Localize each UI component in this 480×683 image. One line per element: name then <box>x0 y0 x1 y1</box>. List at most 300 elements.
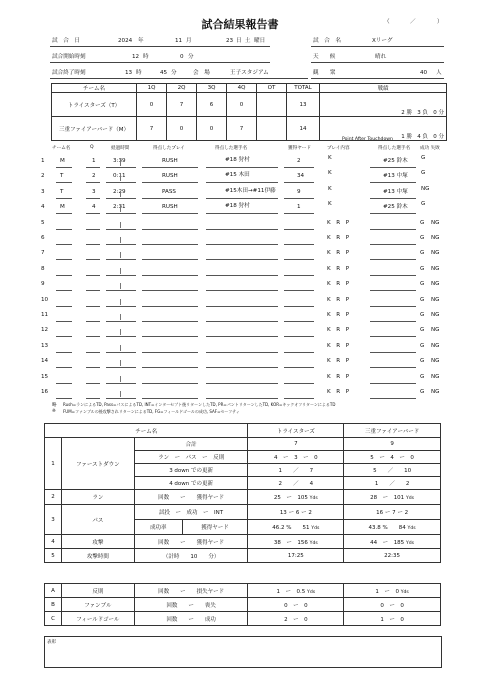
pat-result: G <box>421 201 426 208</box>
underline-player <box>206 290 278 291</box>
underline-time <box>106 229 136 230</box>
underline-time <box>106 167 136 168</box>
date-paren-open: （ <box>384 19 390 25</box>
underline-team <box>56 229 72 230</box>
underline-player <box>206 336 278 337</box>
fd-total-m: 9 <box>344 438 441 451</box>
stats-team1: トライスターズ <box>248 424 344 438</box>
pat-options: K R P <box>327 389 350 395</box>
q4: 7 <box>227 117 257 141</box>
row-number: 3 <box>41 188 45 195</box>
pat-player: #13 中塚 <box>383 188 408 195</box>
start-min: 0 <box>180 54 184 60</box>
row-number: 5 <box>41 219 45 226</box>
row-number: 13 <box>41 342 49 349</box>
underline-play <box>142 336 198 337</box>
pat-play: K <box>328 170 332 177</box>
score-yards: 9 <box>297 188 301 195</box>
pat-result: NG <box>421 185 430 192</box>
underline-pat-player <box>370 336 416 337</box>
underline-time <box>106 198 136 199</box>
team-name: 三重ファイアーバード（M） <box>52 117 137 141</box>
underline-team <box>56 213 72 214</box>
fourth-t: 2 ／ 4 <box>248 477 344 490</box>
underline-q <box>86 367 100 368</box>
score-quarter: 1 <box>92 158 96 164</box>
year-unit: 年 <box>138 38 144 44</box>
hdr-total: TOTAL <box>287 84 320 93</box>
underline-time <box>106 321 136 322</box>
score-time: 3:39 <box>113 158 126 164</box>
underline-time <box>106 306 136 307</box>
underline-player <box>206 198 278 199</box>
pat-success: G <box>420 327 425 334</box>
underline-player <box>206 321 278 322</box>
time-tick <box>120 391 121 397</box>
q2: 7 <box>167 93 197 117</box>
misc-code-b: B <box>45 598 62 612</box>
penalty-label: 反則 <box>61 584 134 598</box>
underline-team <box>56 290 72 291</box>
row-number: 4 <box>41 204 45 211</box>
run-t: 25 ー 105 Yds <box>248 490 344 505</box>
misc-code-a: A <box>45 584 62 598</box>
start-hour: 12 <box>132 54 140 60</box>
pat-options: K R P <box>327 250 350 257</box>
score-time: 0:11 <box>113 173 126 180</box>
pct-label: 成功率 <box>134 520 182 535</box>
underline-team <box>56 182 72 183</box>
pat-options: K R P <box>327 327 350 334</box>
underline-player <box>206 213 278 214</box>
underline-time <box>106 275 136 276</box>
pat-options: K R P <box>327 312 350 318</box>
underline-play <box>142 321 198 322</box>
pat-success: G <box>420 265 425 272</box>
note-line-2: FUM=ファンブルの後攻撃されリターンによるTD, FG=フィールドゴールの成功, SAF=セーフティ <box>63 409 240 414</box>
score-yards: 1 <box>297 204 301 211</box>
end-hour: 13 <box>125 70 133 76</box>
offense-sub-label: 回数 ー 獲得ヤード <box>134 535 248 549</box>
time-tick <box>120 175 121 181</box>
pat-success: G <box>420 312 425 318</box>
underline-q <box>86 275 100 276</box>
underline-time <box>106 213 136 214</box>
top-m: 22:35 <box>344 549 441 563</box>
underline-yds <box>284 321 314 322</box>
row-number: 10 <box>41 296 49 303</box>
underline-team <box>56 275 72 276</box>
pat-options: K R P <box>327 296 350 303</box>
fumble-t: 0 ー 0 <box>248 598 344 612</box>
score-quarter: 2 <box>92 173 96 180</box>
fumble-sub-label: 回数 ー 喪失 <box>134 598 248 612</box>
q1: 7 <box>137 117 167 141</box>
match-underline <box>311 46 444 47</box>
underline-yds <box>284 306 314 307</box>
pat-success: G <box>420 235 425 241</box>
underline-pat-player <box>370 306 416 307</box>
score-player: #18 狩村 <box>225 157 250 163</box>
underline-play <box>142 398 198 399</box>
underline-player <box>206 229 278 230</box>
fd-total-label: 合計 <box>134 438 248 451</box>
score-time: 2:29 <box>113 188 126 195</box>
underline-time <box>106 182 136 183</box>
row-number: 8 <box>41 265 45 272</box>
top-t: 17:25 <box>248 549 344 563</box>
pat-options: K R P <box>327 342 350 349</box>
underline-pat-player <box>370 367 416 368</box>
pat-success: G <box>420 296 425 303</box>
stats-table <box>44 423 441 563</box>
underline-pat-player <box>370 229 416 230</box>
pat-options: K R P <box>327 281 350 288</box>
underline-time <box>106 367 136 368</box>
underline-play <box>142 229 198 230</box>
underline-q <box>86 259 100 260</box>
underline-play <box>142 259 198 260</box>
time-tick <box>120 191 121 197</box>
underline-player <box>206 398 278 399</box>
row-number: 6 <box>41 235 45 241</box>
underline-time <box>106 244 136 245</box>
underline-team <box>56 321 72 322</box>
match-name: Xリーグ <box>372 38 393 44</box>
underline-yds <box>284 383 314 384</box>
pass-sub-label: 試投 ー 成功 ー INT <box>134 505 248 520</box>
underline-q <box>86 167 100 168</box>
end-underline <box>50 78 308 79</box>
score-yards: 2 <box>297 158 301 164</box>
time-tick <box>120 222 121 228</box>
weekday-unit: 曜日 <box>254 38 266 44</box>
penalty-t: 1 ー 0.5 Yds <box>248 584 344 598</box>
underline-yds <box>284 398 314 399</box>
underline-pat-player <box>370 182 416 183</box>
underline-time <box>106 383 136 384</box>
underline-player <box>206 275 278 276</box>
stats-team-header: チーム名 <box>45 424 248 438</box>
pat-fail: NG <box>431 281 440 288</box>
note-label: 略 <box>52 403 57 408</box>
underline-team <box>56 259 72 260</box>
underline-pat-player <box>370 321 416 322</box>
score-team: T <box>60 173 64 180</box>
offense-label: 攻撃 <box>61 535 134 549</box>
time-tick <box>120 206 121 212</box>
underline-team <box>56 352 72 353</box>
pat-options: K R P <box>327 373 350 380</box>
underline-team <box>56 336 72 337</box>
underline-player <box>206 259 278 260</box>
underline-play <box>142 198 198 199</box>
underline-play <box>142 182 198 183</box>
underline-play <box>142 383 198 384</box>
off-t: 38 ー 156 Yds <box>248 535 344 549</box>
underline-team <box>56 167 72 168</box>
underline-pat-player <box>370 383 416 384</box>
note-mark: ※ <box>52 409 56 414</box>
misc-table <box>44 583 441 626</box>
score-row-t <box>52 93 447 117</box>
spectators-underline <box>311 78 444 79</box>
pat-fail: NG <box>431 296 440 303</box>
score-team: M <box>60 204 65 211</box>
remarks-box <box>44 636 442 668</box>
fg-sub-label: 回数 ー 成功 <box>134 612 248 626</box>
score-player: #15 木田 <box>225 172 250 179</box>
underline-play <box>142 367 198 368</box>
score-yards: 34 <box>297 173 305 180</box>
underline-q <box>86 244 100 245</box>
score-team: T <box>60 188 64 195</box>
underline-play <box>142 306 198 307</box>
underline-yds <box>284 213 314 214</box>
underline-time <box>106 336 136 337</box>
underline-pat-player <box>370 198 416 199</box>
pat-fail: NG <box>431 327 440 334</box>
row-number: 14 <box>41 358 49 365</box>
underline-q <box>86 182 100 183</box>
weather-underline <box>311 62 444 63</box>
pat-title: Point After Touchdown <box>342 137 393 142</box>
score-quarter: 4 <box>92 204 96 211</box>
spectators-label: 観 衆 <box>313 70 336 76</box>
time-tick <box>120 314 121 320</box>
underline-q <box>86 306 100 307</box>
hdr-scoring-q: Q <box>90 145 94 150</box>
row-number: 9 <box>41 281 45 288</box>
underline-yds <box>284 198 314 199</box>
pat-player: #25 鈴木 <box>383 204 408 211</box>
weather: 晴れ <box>375 54 387 60</box>
hdr-3q: 3Q <box>197 84 227 93</box>
underline-player <box>206 383 278 384</box>
fumble-label: ファンブル <box>61 598 134 612</box>
q1: 0 <box>137 93 167 117</box>
underline-yds <box>284 367 314 368</box>
ot <box>257 117 287 141</box>
row-number: 2 <box>41 173 45 180</box>
pat-fail: NG <box>431 250 440 257</box>
underline-q <box>86 352 100 353</box>
run-m: 28 ー 101 Yds <box>344 490 441 505</box>
pat-fail: NG <box>431 235 440 241</box>
fd-total-t: 7 <box>248 438 344 451</box>
note-line-1: Rush=ランによるTD, Pass=パスによるTD, INT=インターセプト後リターンしたTD, PR=パントリターンしたTD, KOR=キックオフリターンによるTD <box>63 402 336 407</box>
underline-time <box>106 352 136 353</box>
date-paren-close: ） <box>437 19 443 25</box>
first-down-label: ファーストダウン <box>61 438 134 490</box>
pat-success: G <box>420 373 425 380</box>
underline-pat-player <box>370 244 416 245</box>
row-number: 16 <box>41 389 49 395</box>
pat-fail: NG <box>431 389 440 395</box>
pat-player: #13 中塚 <box>383 173 408 180</box>
rpp-m: 5 ー 4 ー 0 <box>344 451 441 464</box>
start-hour-unit: 時 <box>143 54 149 60</box>
row-num-3: 3 <box>45 505 62 535</box>
hdr-pat-result: 成功 失敗 <box>420 146 440 151</box>
time-tick <box>120 376 121 382</box>
score-quarter: 3 <box>92 188 96 195</box>
q2: 0 <box>167 117 197 141</box>
underline-player <box>206 367 278 368</box>
underline-player <box>206 352 278 353</box>
underline-yds <box>284 244 314 245</box>
hdr-2q: 2Q <box>167 84 197 93</box>
start-label: 試合開始時刻 <box>52 54 86 60</box>
end-min-unit: 分 <box>171 70 177 76</box>
hdr-1q: 1Q <box>137 84 167 93</box>
fg-t: 2 ー 0 <box>248 612 344 626</box>
pass-m: 16 ー 7 ー 2 <box>344 505 441 520</box>
end-label: 試合終了時刻 <box>52 70 86 76</box>
underline-yds <box>284 352 314 353</box>
penalty-m: 1 ー 0 Yds <box>344 584 441 598</box>
page-title: 試合結果報告書 <box>201 18 279 31</box>
pat-options: K R P <box>327 265 350 272</box>
underline-yds <box>284 259 314 260</box>
year: 2024 <box>118 38 133 44</box>
time-tick <box>120 299 121 305</box>
pat-options: K R P <box>327 358 350 365</box>
hdr-team: チーム名 <box>52 84 137 93</box>
score-play: RUSH <box>162 173 178 180</box>
weather-label: 天 候 <box>313 54 336 60</box>
hdr-scoring-team: チーム名 <box>52 146 71 151</box>
match-label: 試 合 名 <box>313 38 341 44</box>
record: 1 勝 4 負 0 分 <box>320 117 447 141</box>
score-play: RUSH <box>162 158 178 164</box>
remarks-label: 表彰 <box>47 640 57 645</box>
underline-pat-player <box>370 259 416 260</box>
time-tick <box>120 252 121 258</box>
underline-yds <box>284 182 314 183</box>
score-team: M <box>60 158 65 164</box>
pass-yds-label: 獲得ヤード <box>182 520 248 535</box>
time-tick <box>120 160 121 166</box>
hdr-pat-play: プレイ内容 <box>327 146 350 151</box>
pass-label: パス <box>61 505 134 535</box>
hdr-scoring-time: 経過時間 <box>111 146 130 151</box>
underline-play <box>142 213 198 214</box>
fourth-m: 1 ／ 2 <box>344 477 441 490</box>
pat-fail: NG <box>431 358 440 365</box>
venue-label: 会 場 <box>193 70 210 76</box>
underline-play <box>142 244 198 245</box>
row-number: 11 <box>41 312 49 318</box>
pat-success: G <box>420 358 425 365</box>
hdr-ot: OT <box>257 84 287 93</box>
date-slash: ／ <box>410 19 416 25</box>
score-table <box>51 83 447 141</box>
off-m: 44 ー 185 Yds <box>344 535 441 549</box>
row-number: 7 <box>41 250 45 257</box>
pat-success: G <box>420 219 425 226</box>
pct-t: 46.2 % 51 Yds <box>248 520 344 535</box>
underline-time <box>106 398 136 399</box>
time-tick <box>120 283 121 289</box>
pat-fail: NG <box>431 373 440 380</box>
underline-play <box>142 290 198 291</box>
underline-time <box>106 290 136 291</box>
underline-play <box>142 167 198 168</box>
q3: 6 <box>197 93 227 117</box>
time-tick <box>120 329 121 335</box>
top-label: 攻撃時間 <box>61 549 134 563</box>
fg-label: フィールドゴール <box>61 612 134 626</box>
time-tick <box>120 360 121 366</box>
total: 13 <box>287 93 320 117</box>
underline-team <box>56 383 72 384</box>
underline-player <box>206 182 278 183</box>
run-sub-label: 回数 ー 獲得ヤード <box>134 490 248 505</box>
month-unit: 月 <box>186 38 192 44</box>
underline-q <box>86 198 100 199</box>
venue: 王子スタジアム <box>230 70 269 76</box>
pat-fail: NG <box>431 219 440 226</box>
underline-q <box>86 213 100 214</box>
ot <box>257 93 287 117</box>
third-m: 5 ／ 10 <box>344 464 441 477</box>
third-down-label: 3 down での更新 <box>134 464 248 477</box>
row-num-5: 5 <box>45 549 62 563</box>
pat-success: G <box>420 389 425 395</box>
underline-q <box>86 290 100 291</box>
underline-yds <box>284 336 314 337</box>
underline-q <box>86 383 100 384</box>
hdr-4q: 4Q <box>227 84 257 93</box>
pat-options: K R P <box>327 219 350 226</box>
row-number: 1 <box>41 158 45 164</box>
time-tick <box>120 345 121 351</box>
time-tick <box>120 268 121 274</box>
underline-team <box>56 367 72 368</box>
run-label: ラン <box>61 490 134 505</box>
underline-yds <box>284 229 314 230</box>
underline-play <box>142 352 198 353</box>
underline-yds <box>284 167 314 168</box>
underline-pat-player <box>370 167 416 168</box>
underline-q <box>86 229 100 230</box>
third-t: 1 ／ 7 <box>248 464 344 477</box>
q3: 0 <box>197 117 227 141</box>
pat-play: K <box>328 201 332 208</box>
end-hour-unit: 時 <box>136 70 142 76</box>
underline-time <box>106 259 136 260</box>
score-player: #15木田→#11伊藤 <box>225 187 276 194</box>
pat-play: K <box>328 185 332 192</box>
underline-team <box>56 198 72 199</box>
rpp-t: 4 ー 3 ー 0 <box>248 451 344 464</box>
hdr-scoring-yds: 獲得ヤード <box>288 146 311 151</box>
fg-m: 1 ー 0 <box>344 612 441 626</box>
underline-player <box>206 167 278 168</box>
pat-success: G <box>420 250 425 257</box>
pat-success: G <box>420 281 425 288</box>
underline-player <box>206 244 278 245</box>
score-time: 2:31 <box>113 204 126 211</box>
start-underline <box>50 62 270 63</box>
underline-yds <box>284 290 314 291</box>
stats-team2: 三重ファイアーバード <box>344 424 441 438</box>
hdr-pat-player: 得点した選手名 <box>378 146 411 151</box>
underline-pat-player <box>370 398 416 399</box>
row-num-4: 4 <box>45 535 62 549</box>
pat-fail: NG <box>431 312 440 318</box>
